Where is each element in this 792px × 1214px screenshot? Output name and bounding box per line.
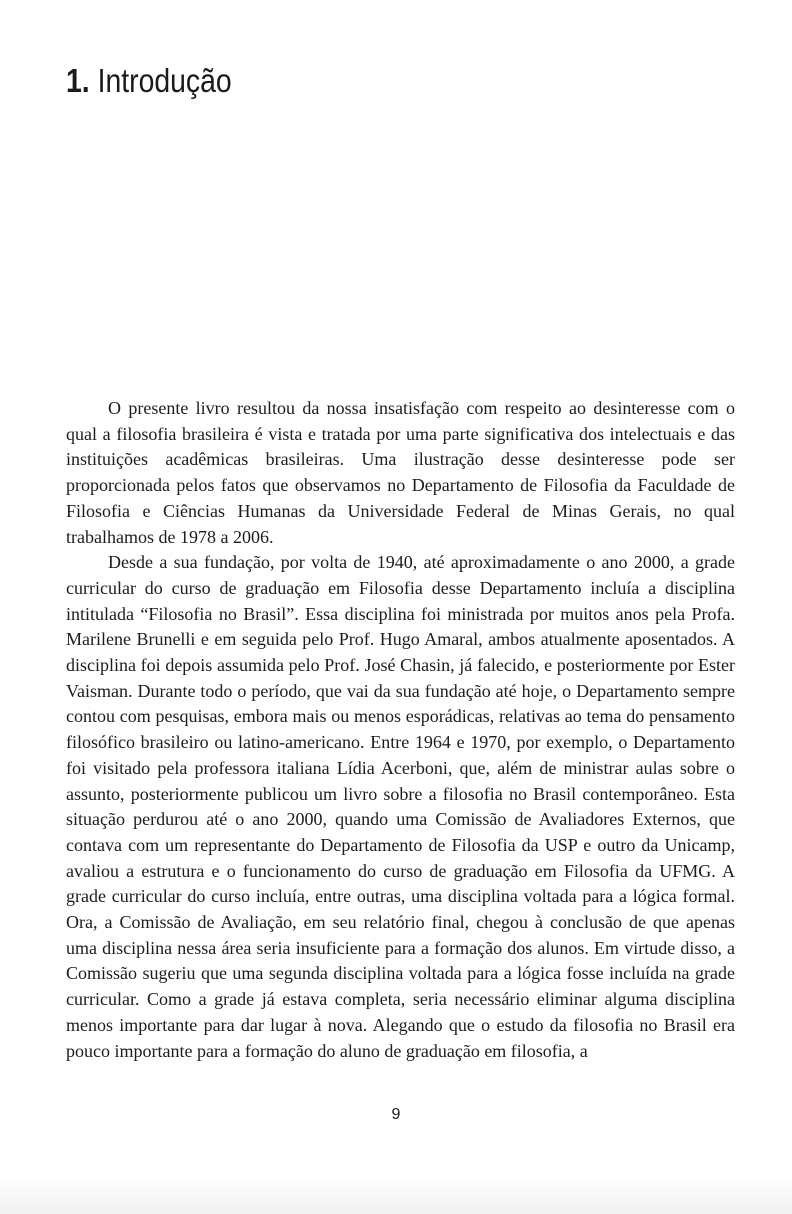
chapter-number: 1.	[66, 62, 90, 99]
chapter-heading	[66, 62, 232, 100]
paragraph: Desde a sua fundação, por volta de 1940, até aproximadamente o ano 2000, a grade curricular do curso de graduação em Filosofia desse Departamento incluía a disciplina intitulada “Filosofia no Brasil”. Essa disciplina foi ministrada por muitos anos pela Profa. Marilene Brunelli e em seguida pelo Prof. Hugo Amaral, ambos atualmente aposentados. A disciplina foi depois assumida pelo Prof. José Chasin, já falecido, e posteriormente por Ester Vaisman. Durante todo o período, que vai da sua fundação até hoje, o Departamento sempre contou com pesquisas, embora mais ou menos esporádicas, relativas ao tema do pensamento filosófico brasileiro ou latino-americano. Entre 1964 e 1970, por exemplo, o Departamento foi visitado pela professora italiana Lídia Acerboni, que, além de ministrar aulas sobre o assunto, posteriormente publicou um livro sobre a filosofia no Brasil contemporâneo. Esta situação perdurou até o ano 2000, quando uma Comissão de Avaliadores Externos, que contava com um representante do Departamento de Filosofia da USP e outro da Unicamp, avaliou a estrutura e o funcionamento do curso de graduação em Filosofia da UFMG. A grade curricular do curso incluía, entre outras, uma disciplina voltada para a lógica formal. Ora, a Comissão de Avaliação, em seu relatório final, chegou à conclusão de que apenas uma disciplina nessa área seria insuficiente para a formação dos alunos. Em virtude disso, a Comissão sugeriu que uma segunda disciplina voltada para a lógica fosse incluída na grade curricular. Como a grade já estava completa, seria necessário eliminar alguma disciplina menos importante para dar lugar à nova. Alegando que o estudo da filosofia no Brasil era pouco importante para a formação do aluno de graduação em filosofia, a	[66, 552, 735, 1061]
paragraph: O presente livro resultou da nossa insatisfação com respeito ao desinteresse com o qual a filosofia brasileira é vista e tratada por uma parte significativa dos intelectuais e das instituições acadêmicas brasileiras. Uma ilustração desse desinteresse pode ser proporcionada pelos fatos que observamos no Departamento de Filosofia da Faculdade de Filosofia e Ciências Humanas da Universidade Federal de Minas Gerais, no qual trabalhamos de 1978 a 2006.	[66, 398, 735, 547]
page-number: 9	[391, 1106, 401, 1123]
body-text	[66, 396, 735, 1064]
chapter-title: Introdução	[97, 62, 232, 99]
